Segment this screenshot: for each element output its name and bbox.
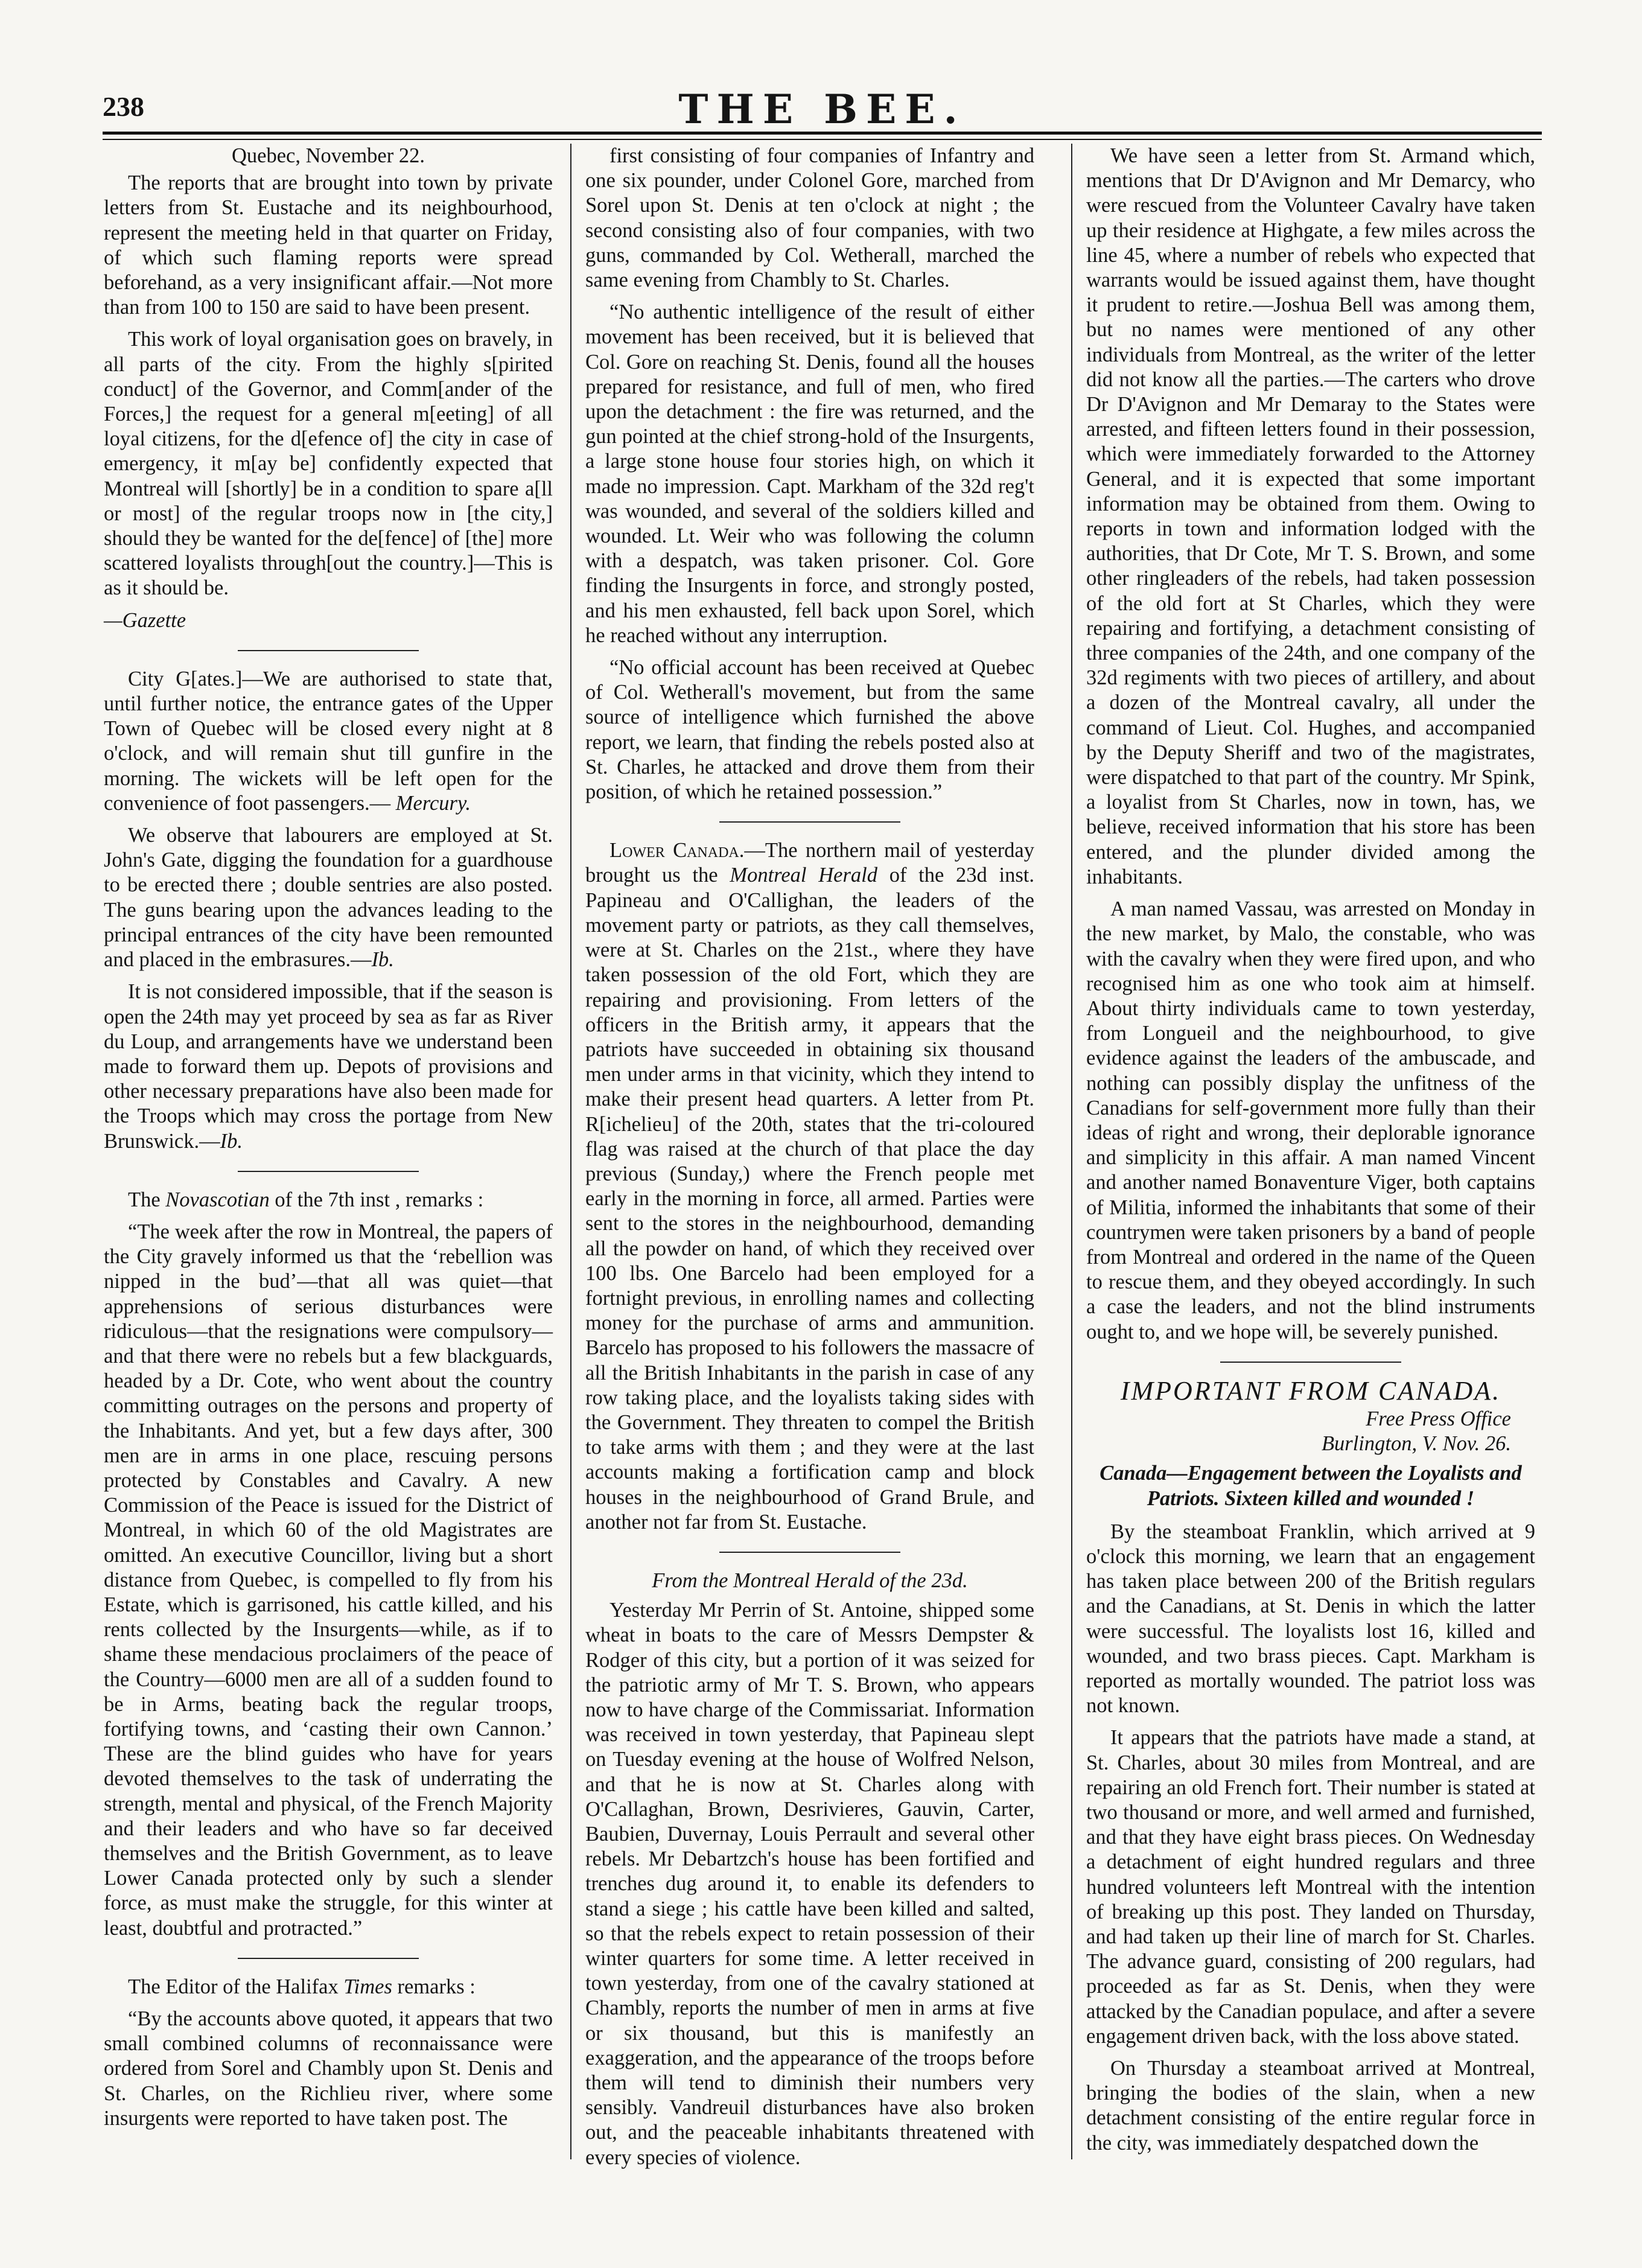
section-divider bbox=[719, 1552, 900, 1553]
masthead-title: THE BEE. bbox=[678, 86, 966, 133]
paragraph bbox=[104, 980, 553, 1153]
paragraph: Yesterday Mr Perrin of St. Antoine, shipped some wheat in boats to the care of Messrs Dempster & Rodger of this city, but a portion of it was seized for the patriotic army of Mr T. S. Brown, who appears now to have charge of the Commissariat. Information was received in town yesterday, that Papineau slept on Tuesday evening at the house of Wolfred Nelson, and that he is now at St. Charles along with O'Callaghan, Brown, Desrivieres, Gauvin, Carter, Baubien, Duvernay, Louis Perrault and several other rebels. Mr Debartzch's house has been fortified and trenches dug around it, to enable its defenders to stand a siege ; his cattle have been killed and salted, so that the rebels expect to retain possession of their winter quarters for some time. A letter received in town yesterday, from one of the cavalry stationed at Chambly, reports the number of men in arms at five or six thousand, but this is manifestly an exaggeration, and the appearance of the troops before them will tend to diminish their numbers very sensibly. Vandreuil disturbances have also broken out, and the peaceable inhabitants threatened with every species of violence. bbox=[585, 1599, 1034, 2169]
source-signature: Ib. bbox=[220, 1129, 243, 1153]
section-divider bbox=[238, 1171, 419, 1172]
office-line: Free Press Office bbox=[1366, 1407, 1511, 1430]
paragraph-text: —The northern mail of yesterday brought us the bbox=[585, 839, 1034, 887]
paragraph: “The week after the row in Montreal, the papers of the City gravely informed us that the ‘rebellion was nipped in the bud’—that all was quiet—that apprehensions of serious disturbances were ridiculous—that the resignations were compulsory—and that there were no rebels but a few blackguards, headed by a Dr. Cote, who went about the country committing outrages on the persons and property of the Inhabitants. And yet, but a few days after, 300 men are in arms in one place, rescuing persons protected by Constables and Cavalry. A new Commission of the Peace is issued for the District of Montreal, in which 60 of the old Magistrates are omitted. An executive Councillor, living but a short distance from Quebec, is compelled to fly from his Estate, which is garrisoned, his cattle killed, and his rents collected by the Insurgents—while, as if to shame these mendacious proclaimers of the peace of the Country—6000 men are all of a sudden found to be in Arms, beating back the regular troops, fortifying towns, and ‘casting their own Cannon.’ These are the blind guides who have for years devoted themselves to the task of underrating the strength, mental and physical, of the French Majority and their leaders and who have so far deceived themselves and the British Government, as to leave Lower Canada protected only by such a slender force, as must make the struggle, for this winter at least, doubtful and protracted.” bbox=[104, 1220, 553, 1940]
source-signature: Ib. bbox=[371, 948, 394, 972]
page-number: 238 bbox=[103, 91, 144, 122]
source-signature: Mercury. bbox=[395, 791, 471, 815]
article-source-caption: From the Montreal Herald of the 23d. bbox=[652, 1569, 968, 1592]
paragraph-text: The bbox=[128, 1188, 161, 1211]
paragraph: “By the accounts above quoted, it appears that two small combined columns of reconnaissance were ordered from Sorel and Chambly upon St. Denis and St. Charles, on the Richlieu river, where some insurgents were reported to have taken post. The bbox=[104, 2007, 553, 2130]
article-heading: IMPORTANT FROM CANADA. bbox=[1120, 1375, 1501, 1406]
paragraph: On Thursday a steamboat arrived at Montreal, bringing the bodies of the slain, when a new detachment consisting of the entire regular force in the city, was immediately despatched down the bbox=[1086, 2057, 1535, 2155]
paragraph-text: remarks : bbox=[397, 1975, 476, 1998]
newspaper-name: Montreal Herald bbox=[730, 864, 877, 887]
paragraph-text: of the 23d inst. Papineau and O'Callighan, the leaders of the movement party or patriots, as they call themselves, were at St. Charles on the 21st., where they have taken possession of the old Fort, which they are repairing and provisioning. From letters of the officers in the British army, it appears that the patriots have succeeded in obtaining six thousand men under arms in that vicinity, which they intend to make their present head quarters. A letter from Pt. R[ichelieu] of the 20th, states that the tri-coloured flag was raised at the church of that place the day previous (Sunday,) where the French people met early in the morning in force, all armed. Parties were sent to the stores in the neighbourhood, demanding all the powder on hand, of which they received over 100 lbs. One Barcelo had been employed for a fortnight previous, in enrolling names and collecting money for the purchase of arms and ammunition. Barcelo has proposed to his followers the massacre of all the British Inhabitants in the parish in case of any row taking place, and the loyalists taking sides with the Government. They threaten to compel the British to take arms with them ; and they were at the last accounts making a fortification camp and block houses in the neighbourhood of Grand Brule, and another not far from St. Eustache. bbox=[585, 864, 1034, 1534]
header-rule bbox=[103, 132, 1542, 135]
column-2 bbox=[585, 144, 1034, 2177]
paragraph-text: We observe that labourers are employed at St. John's Gate, digging the foundation for a guardhouse to be erected there ; double sentries are also posted. The guns bearing upon the advances leading to the principal entrances of the city have been remounted and placed in the embrasures.— bbox=[104, 824, 553, 972]
column-1 bbox=[104, 144, 553, 2138]
paragraph: A man named Vassau, was arrested on Monday in the new market, by Malo, the constable, who was with the cavalry when they were fired upon, and who recognised him as one who took aim at himself. About thirty individuals came to town yesterday, from Longueil and the neighbourhood, to give evidence against the leaders of the ambuscade, and nothing can possibly display the unfitness of the Canadians for self-government more fully than their ideas of right and wrong, their deplorable ignorance and simplicity in this affair. A man named Vincent and another named Bonaventure Viger, both captains of Militia, informed the inhabitants that some of their countrymen were taken prisoners by a band of people from Montreal and ordered in the name of the Queen to rescue them, and they obeyed accordingly. In such a case the leaders, and not the blind instruments ought to, and we hope will, be severely punished. bbox=[1086, 897, 1535, 1343]
section-divider bbox=[1220, 1362, 1401, 1363]
paragraph-text: The Editor of the Halifax bbox=[128, 1975, 339, 1998]
header-rule-thin bbox=[103, 139, 1542, 140]
paragraph-text: of the 7th inst , remarks : bbox=[275, 1188, 484, 1211]
column-divider bbox=[1071, 144, 1072, 2159]
source-signature: —Gazette bbox=[104, 608, 186, 632]
article-subheading: Canada—Engagement between the Loyalists and Patriots. Sixteen killed and wounded ! bbox=[1099, 1462, 1522, 1510]
paragraph bbox=[585, 838, 1034, 1535]
section-lead: Lower Canada. bbox=[609, 839, 745, 862]
paragraph: “No authentic intelligence of the result of either movement has been received, but it is believed that Col. Gore on reaching St. Denis, found all the houses prepared for resistance, and full of men, who fired upon the detachment : the fire was returned, and the gun pointed at the chief strong-hold of the Insurgents, a large stone house four stories high, on which it made no impression. Capt. Markham of the 32d reg't was wounded, and several of the soldiers killed and wounded. Lt. Weir who was following the column with a despatch, was taken prisoner. Col. Gore finding the Insurgents in force, and strongly posted, and his men exhausted, fell back upon Sorel, which he reached without any interruption. bbox=[585, 301, 1034, 647]
paragraph: This work of loyal organisation goes on bravely, in all parts of the city. From the highly s[pirited conduct] of the Governor, and Comm[ander of the Forces,] the request for a general m[eeting] of all loyal citizens, for the d[efence of] the city in case of emergency, it m[ay be] confidently expected that Montreal will [shortly] be in a condition to spare a[ll or most] of the regular troops now in [the city,] should they be wanted for the de[fence] of [the] more scattered loyalists through[out the country.]—This is as it should be. bbox=[104, 328, 553, 600]
paragraph: The reports that are brought into town by private letters from St. Eustache and its neighbourhood, represent the meeting held in that quarter on Friday, of which such flaming reports were spread beforehand, as a very insignificant affair.—Not more than from 100 to 150 are said to have been present. bbox=[104, 171, 553, 319]
newspaper-name: Times bbox=[343, 1975, 392, 1998]
dateline: Quebec, November 22. bbox=[232, 144, 425, 167]
section-divider bbox=[238, 1958, 419, 1959]
paragraph-text: It is not considered impossible, that if the season is open the 24th may yet proceed by sea as far as River du Loup, and arrangements have we understand been made to forward them up. Depots of provisions and other necessary preparations have also been made for the Troops which may cross the portage from New Brunswick.— bbox=[104, 980, 553, 1153]
section-divider bbox=[719, 821, 900, 823]
office-dateline: Burlington, V. Nov. 26. bbox=[1321, 1432, 1511, 1456]
paragraph-text: City G[ates.]—We are authorised to state that, until further notice, the entrance gates of the Upper Town of Quebec will be closed every night at 8 o'clock, and will remain shut till gunfire in the morning. The wickets will be left open for the convenience of foot passengers.— bbox=[104, 667, 553, 815]
paragraph: “No official account has been received at Quebec of Col. Wetherall's movement, but from the same source of intelligence which furnished the above report, we learn, that finding the rebels posted also at St. Charles, he attacked and drove them from their position, of which he retained possession.” bbox=[585, 656, 1034, 804]
paragraph: It appears that the patriots have made a stand, at St. Charles, about 30 miles from Montreal, and are repairing an old French fort. Their number is stated at two thousand or more, and well armed and furnished, and that they have eight brass pieces. On Wednesday a detachment of eight hundred regulars and three hundred volunteers left Montreal with the intention of breaking up this post. They landed on Thursday, and had taken up their line of march for St. Charles. The advance guard, consisting of 200 regulars, had proceeded as far as St. Denis, when they were attacked by the Canadian populace, and after a severe engagement driven back, with the loss above stated. bbox=[1086, 1726, 1535, 2048]
column-divider bbox=[570, 144, 571, 2159]
column-3 bbox=[1086, 144, 1535, 2163]
paragraph bbox=[104, 1188, 553, 1212]
section-divider bbox=[238, 650, 419, 651]
paragraph: first consisting of four companies of Infantry and one six pounder, under Colonel Gore, marched from Sorel upon St. Denis at ten o'clock at night ; the second consisting also of four companies, with two guns, commanded by Col. Wetherall, marched the same evening from Chambly to St. Charles. bbox=[585, 144, 1034, 292]
paragraph bbox=[104, 823, 553, 972]
paragraph: We have seen a letter from St. Armand which, mentions that Dr D'Avignon and Mr Demarcy, who were rescued from the Volunteer Cavalry have taken up their residence at Highgate, a few miles across the line 45, where a number of rebels who expected that warrants would be issued against them, have thought it prudent to retire.—Joshua Bell was among them, but no names were mentioned of any other individuals from Montreal, as the writer of the letter did not know all the parties.—The carters who drove Dr D'Avignon and Mr Demaray to the States were arrested, and fifteen letters found in their possession, which were immediately forwarded to the Attorney General, and it is expected that some important information may be obtained from them. Owing to reports in town and information lodged with the authorities, that Dr Cote, Mr T. S. Brown, and some other ringleaders of the rebels, had taken possession of the old fort at St Charles, which they were repairing and fortifying, a detachment consisting of three companies of the 24th, and one company of the 32d regiments with two pieces of artillery, and about a dozen of the Montreal cavalry, all under the command of Lieut. Col. Hughes, and accompanied by the Deputy Sheriff and two of the magistrates, were dispatched to that part of the country. Mr Spink, a loyalist from St Charles, now in town, has, we believe, received information that his store has been entered, and the plunder divided among the inhabitants. bbox=[1086, 144, 1535, 888]
page-header bbox=[103, 86, 1542, 133]
paragraph bbox=[104, 667, 553, 816]
paragraph bbox=[104, 1975, 553, 1999]
newspaper-name: Novascotian bbox=[165, 1188, 270, 1211]
paragraph: By the steamboat Franklin, which arrived at 9 o'clock this morning, we learn that an engagement has taken place between 200 of the British regulars and the Canadians, at St. Denis in which the latter were successful. The loyalists lost 16, killed and wounded, and two brass pieces. Capt. Markham is reported as mortally wounded. The patriot loss was not known. bbox=[1086, 1520, 1535, 1718]
